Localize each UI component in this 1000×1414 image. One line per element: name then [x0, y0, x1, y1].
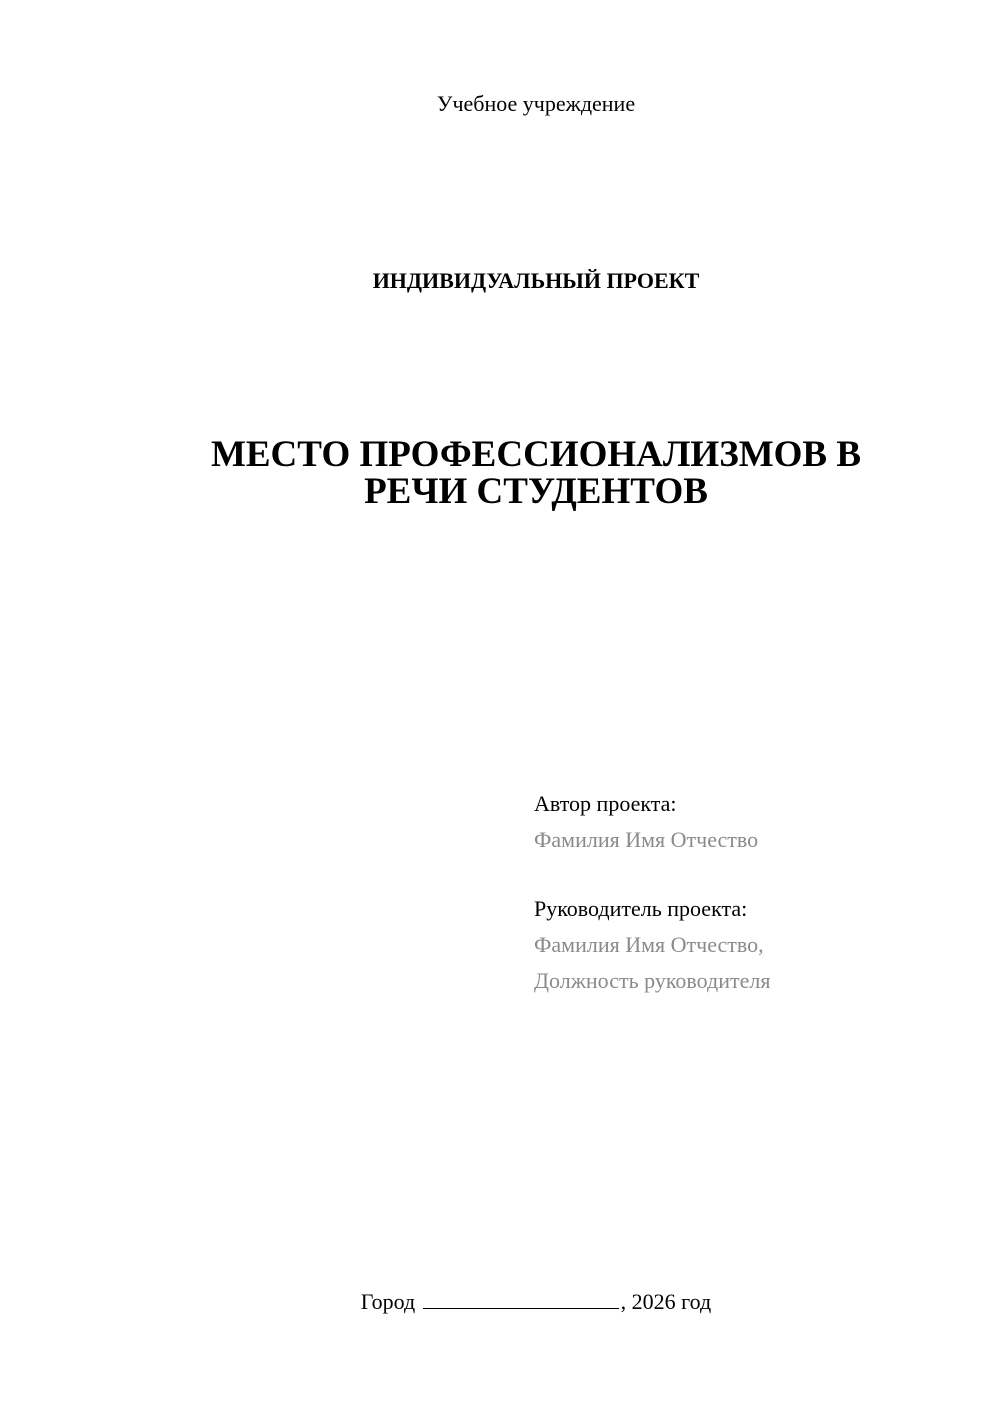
supervisor-name: Фамилия Имя Отчество,: [534, 932, 764, 957]
project-title: [0, 436, 1000, 510]
city-label: Город: [360, 1289, 416, 1314]
supervisor-block: [534, 891, 770, 999]
project-title-line-1: МЕСТО ПРОФЕССИОНАЛИЗМОВ В: [210, 434, 862, 475]
supervisor-position: Должность руководителя: [534, 968, 771, 993]
year-text: , 2026 год: [620, 1289, 712, 1314]
institution-name: Учебное учреждение: [436, 91, 636, 116]
author-label: Автор проекта:: [534, 791, 677, 816]
city-year-line: [0, 1288, 1000, 1315]
author-block: [534, 786, 758, 858]
project-title-line-2: РЕЧИ СТУДЕНТОВ: [364, 471, 708, 512]
supervisor-label: Руководитель проекта:: [534, 896, 748, 921]
author-name: Фамилия Имя Отчество: [534, 827, 759, 852]
project-type-heading: ИНДИВИДУАЛЬНЫЙ ПРОЕКТ: [372, 268, 700, 293]
city-blank-line: [423, 1288, 619, 1309]
